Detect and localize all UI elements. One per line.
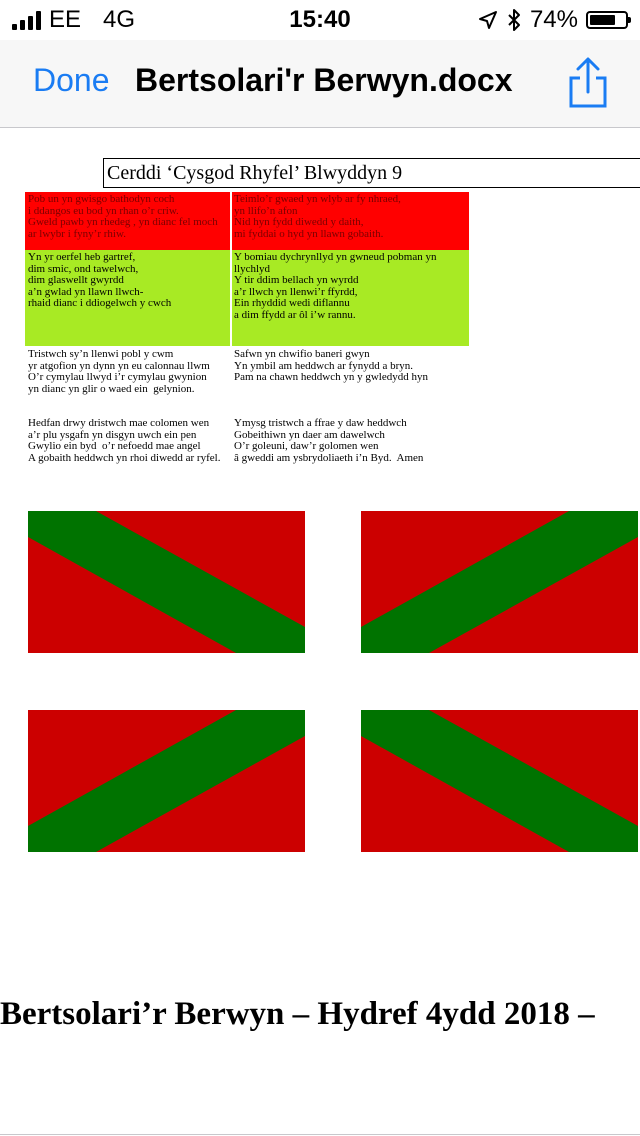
- verse-4-left: Hedfan drwy dristwch mae colomen wen a’r plu ysgafn yn disgyn uwch ein pen Gwylio ein byd o’r nefoedd mae angel A gobaith heddwch yn rhoi diwedd ar ryfel.: [28, 417, 221, 464]
- battery-fill: [590, 15, 615, 25]
- verse-1-right: Teimlo’r gwaed yn wlyb ar fy nhraed, yn llifo’n afon Nid hyn fydd diwedd y daith, mi fyddai o hyd yn llawn gobaith.: [231, 192, 469, 250]
- network-label: 4G: [103, 6, 136, 33]
- flag-image: [28, 710, 305, 852]
- flag-image: [361, 511, 638, 653]
- share-icon[interactable]: [566, 56, 610, 110]
- battery-icon: [586, 11, 628, 29]
- flag-image: [361, 710, 638, 852]
- bluetooth-icon: [506, 8, 522, 32]
- document-footer-title: Bertsolari’r Berwyn – Hydref 4ydd 2018 –: [0, 996, 595, 1032]
- status-bar: [0, 0, 640, 40]
- battery-percent: 74%: [529, 6, 578, 33]
- carrier-label: EE: [49, 6, 82, 33]
- document-view[interactable]: [0, 128, 640, 1136]
- verse-2-right: Y bomiau dychrynllyd yn gwneud pobman yn llychlyd Y tir ddim bellach yn wyrdd a’r llwch yn llenwi’r ffyrdd, Ein rhyddid wedi diflannu a dim ffydd ar ôl i’w rannu.: [231, 250, 469, 346]
- document-title: Bertsolari'r Berwyn.docx: [135, 62, 513, 98]
- column-divider: [230, 192, 232, 346]
- verse-4-right: Ymysg tristwch a ffrae y daw heddwch Gobeithiwn yn daer am dawelwch O’r goleuni, daw’r golomen wen â gweddi am ysbrydoliaeth i’n Byd. Amen: [234, 417, 424, 464]
- status-right: [478, 6, 628, 34]
- status-time: 15:40: [289, 6, 351, 33]
- location-arrow-icon: [478, 10, 498, 30]
- bottom-divider: [0, 1134, 640, 1135]
- verse-3-left: Tristwch sy’n llenwi pobl y cwm yr atgofion yn dynn yn eu calonnau llwm O’r cymylau llwyd i’r cymylau gwynion yn dianc yn glir o waed ein gelynion.: [28, 348, 210, 395]
- nav-bar: [0, 40, 640, 128]
- verse-3-right: Safwn yn chwifio baneri gwyn Yn ymbil am heddwch ar fynydd a bryn. Pam na chawn heddwch yn y gwledydd hyn: [234, 348, 428, 384]
- flag-image: [28, 511, 305, 653]
- verse-2-left: Yn yr oerfel heb gartref, dim smic, ond tawelwch, dim glaswellt gwyrdd a’n gwlad yn llawn llwch- rhaid dianc i ddiogelwch y cwch: [25, 250, 231, 346]
- verse-1-left: Pob un yn gwisgo bathodyn coch i ddangos eu bod yn rhan o’r criw. Gweld pawb yn rhedeg , yn dianc fel moch ar lwybr i fyny’r rhiw.: [25, 192, 231, 250]
- done-button[interactable]: Done: [33, 62, 110, 98]
- document-header: Cerddi ‘Cysgod Rhyfel’ Blwyddyn 9: [103, 158, 640, 188]
